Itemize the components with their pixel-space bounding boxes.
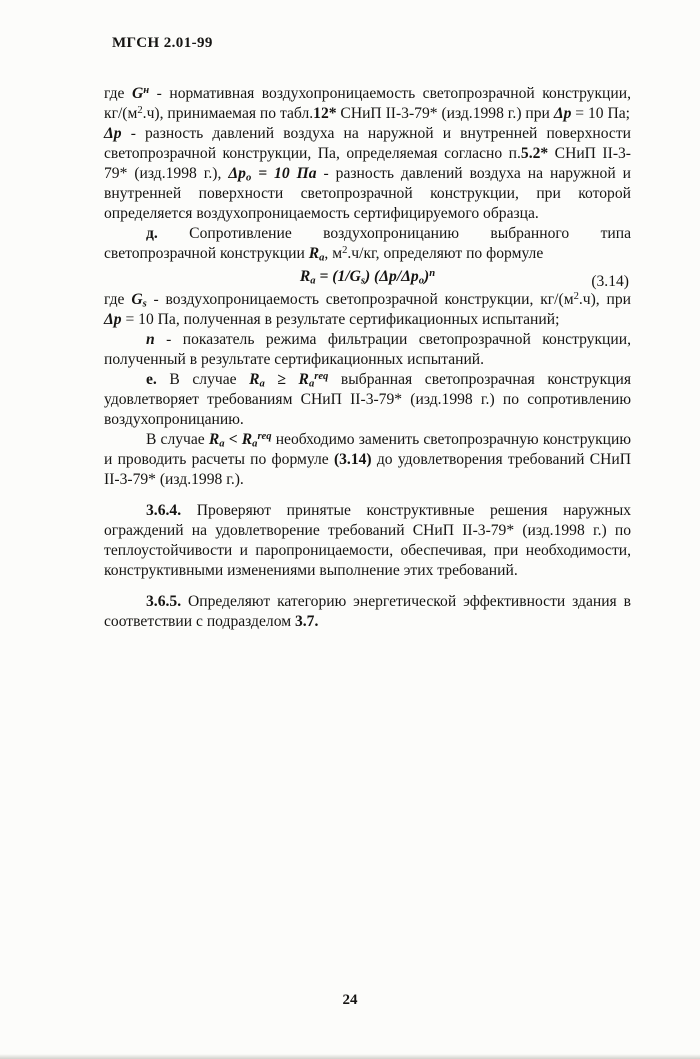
text-run: СНиП II-3-79* (изд.1998 г.), <box>104 145 631 182</box>
text-run: req <box>257 431 272 443</box>
text-run: ) <box>424 268 430 285</box>
text-run: Δp <box>553 105 572 122</box>
text-run: R <box>308 245 320 262</box>
text-run: < <box>224 431 242 448</box>
text-run: - показатель режима фильтрации светопрозрачной конструкции, полученный в результате сертификационных испытаний. <box>104 331 631 368</box>
text-run: a <box>310 275 316 287</box>
text-run: где <box>104 291 132 308</box>
text-run: н <box>143 85 150 97</box>
para-gn-definition <box>104 84 631 124</box>
text-run: a <box>252 438 258 450</box>
text-run: Δp <box>228 165 246 182</box>
text-run: Сопротивление воздухопроницанию выбранного типа светопрозрачной конструкции <box>104 225 631 262</box>
text-run: s <box>360 275 365 287</box>
scan-edge <box>0 1054 700 1059</box>
text-run: д. <box>146 225 158 242</box>
text-run: 12* <box>313 105 337 122</box>
text-run: n <box>429 268 436 280</box>
text-run: е. <box>146 371 157 388</box>
text-run: Δp <box>104 125 122 142</box>
text-run: 3.6.4. <box>146 502 182 519</box>
text-run: 2 <box>573 291 579 303</box>
text-run: о <box>245 172 252 184</box>
para-gs-definition <box>104 290 631 330</box>
text-run: 2 <box>342 245 348 257</box>
text-run: ≥ <box>264 371 299 388</box>
text-run: a <box>219 438 225 450</box>
text-run: G <box>131 291 143 308</box>
para-section-3-6-5 <box>104 592 631 632</box>
text-run: = 10 Па, полученная в результате сертификационных испытаний; <box>121 311 560 328</box>
text-run: .ч), при <box>578 291 632 308</box>
text-run: req <box>314 371 329 383</box>
text-run: a <box>308 378 315 390</box>
text-run: .ч), принимаемая по табл. <box>142 105 314 122</box>
para-section-3-6-4 <box>104 501 631 581</box>
text-run: a <box>319 252 325 264</box>
text-run: выбранная светопрозрачная конструкция удовлетворяет требованиям СНиП II-3-79* (изд.1998 г.) по сопротивлению воздухопроницанию. <box>104 371 632 428</box>
text-run: o <box>418 275 425 287</box>
para-case-less <box>104 430 631 490</box>
text-run: .ч/кг, определяют по формуле <box>347 245 544 262</box>
text-run: G <box>131 85 144 102</box>
formula-3-14 <box>104 267 631 290</box>
para-n-definition <box>104 330 631 370</box>
text-run: = 10 Па <box>251 165 317 182</box>
text-run: - разность давлений воздуха на наружной и внутренней поверхности светопрозрачной конструкции, при которой определяется воздухопроницаемость сертифицируемого образца. <box>104 165 632 222</box>
text-run: R <box>208 431 220 448</box>
text-run: Δp <box>104 311 122 328</box>
text-run: ) (Δp/Δp <box>364 268 419 285</box>
document-body <box>104 84 631 632</box>
text-run: R <box>299 268 311 285</box>
text-run: - воздухопроницаемость светопрозрачной конструкции, кг/(м <box>146 291 574 308</box>
text-run: 3.7. <box>294 613 319 630</box>
text-run: (3.14) <box>333 451 372 468</box>
text-run: = (1/G <box>315 268 361 285</box>
para-dp-definition <box>104 124 631 224</box>
text-run: до удовлетворения требований СНиП II-3-79* (изд.1998 г.). <box>104 451 631 488</box>
text-run: 2 <box>137 105 143 117</box>
text-run: R <box>241 431 253 448</box>
text-run: В случае <box>146 431 209 448</box>
text-run: необходимо заменить светопрозрачную конструкцию и проводить расчеты по формуле <box>104 431 631 468</box>
text-run: Проверяют принятые конструктивные решения наружных ограждений на удовлетворение требований СНиП II-3-79* (изд.1998 г.) по теплоустойчивости и паропроницаемости, обеспечивая, при необходимости, конструктивными изменениями выполнение этих требований. <box>104 502 631 579</box>
text-run: - разность давлений воздуха на наружной и внутренней поверхности светопрозрачной конструкции, Па, определяемая согласно п. <box>104 125 631 162</box>
text-run: 5.2* <box>520 145 549 162</box>
text-run: R <box>298 371 309 388</box>
text-run: Определяют категорию энергетической эффективности здания в соответствии с подразделом <box>104 593 631 630</box>
equation-number: (3.14) <box>591 273 629 290</box>
text-run: - нормативная воздухопроницаемость светопрозрачной конструкции, кг/(м <box>104 85 631 122</box>
text-run: 3.6.5. <box>146 593 182 610</box>
page-number: 24 <box>342 992 358 1008</box>
para-item-e <box>104 370 631 430</box>
para-item-d <box>104 224 631 264</box>
text-run: В случае <box>156 371 250 388</box>
text-run: СНиП II-3-79* (изд.1998 г.) при <box>336 105 554 122</box>
text-run: n <box>146 331 155 348</box>
text-run: R <box>249 371 260 388</box>
document-header-code: МГСН 2.01-99 <box>112 35 213 51</box>
text-run: a <box>259 378 265 390</box>
text-run: s <box>142 298 147 310</box>
text-run: где <box>104 85 132 102</box>
text-run: , м <box>324 245 343 262</box>
text-run: = 10 Па; <box>571 105 630 122</box>
